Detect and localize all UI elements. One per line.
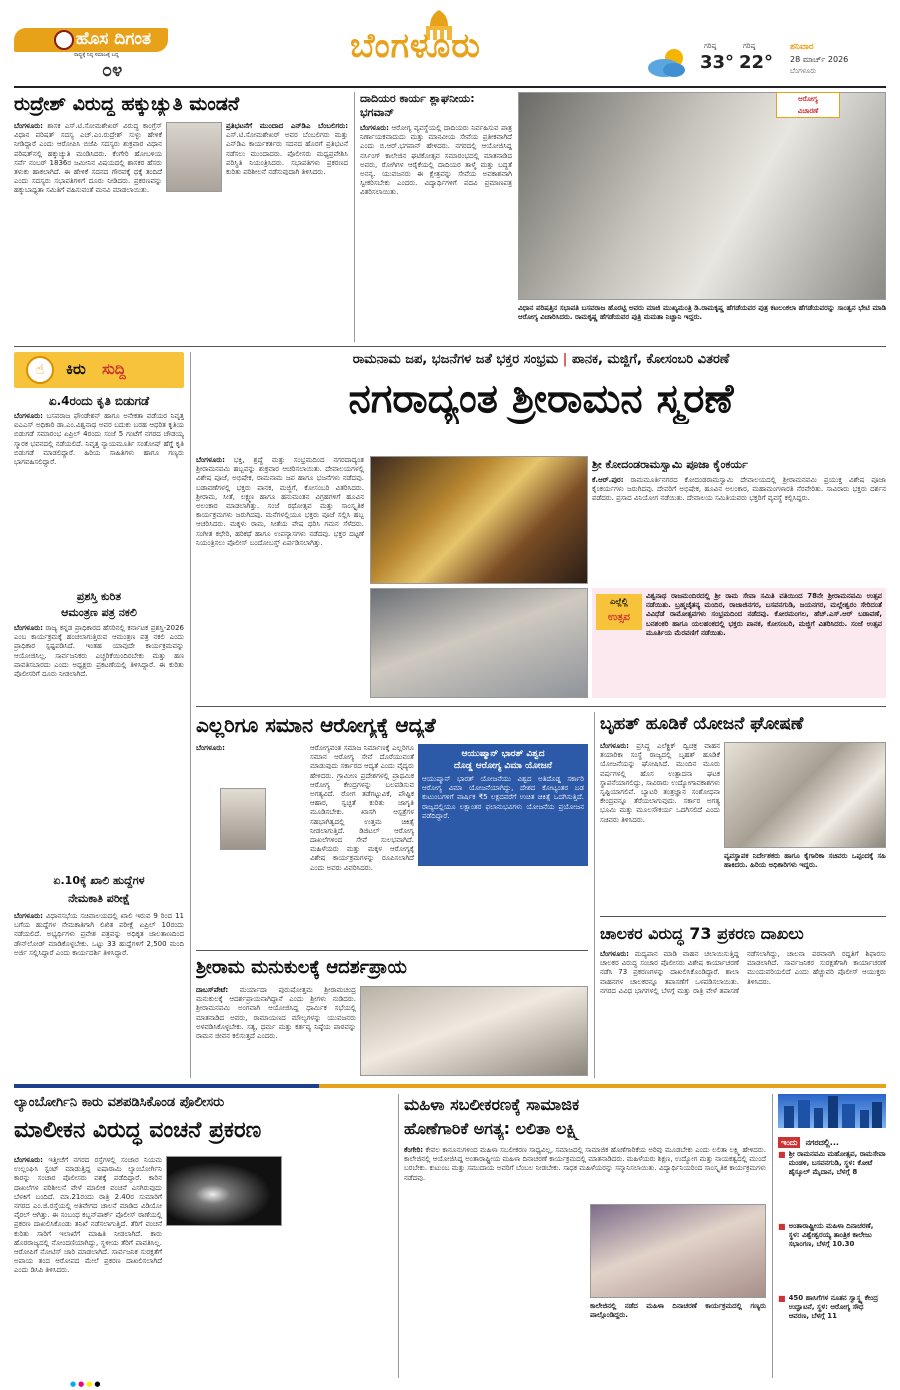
- main-story-dateline: ಬೆಂಗಳೂರು:: [196, 456, 225, 464]
- ayushman-box-body: ಆಯುಷ್ಮಾನ್ ಭಾರತ್ ಯೋಜನೆಯು ವಿಶ್ವದ ಅತಿದೊಡ್ಡ ಸರ್ಕಾರಿ ಆರೋಗ್ಯ ವಿಮಾ ಯೋಜನೆಯಾಗಿದ್ದು, ದೇಶದ ಕೋಟ್ಯಂತರ ಬಡ ಕುಟುಂಬಗಳಿಗೆ ವಾರ್ಷಿಕ ₹5 ಲಕ್ಷದವರೆಗೆ ಉಚಿತ ಚಿಕಿತ್ಸೆ ಒದಗಿಸುತ್ತಿದೆ. ರಾಜ್ಯದಲ್ಲಿಯೂ ಲಕ್ಷಾಂತರ ಫಲಾನುಭವಿಗಳು ಯೋಜನೆಯ ಪ್ರಯೋಜನ ಪಡೆದಿದ್ದಾರೆ.: [422, 775, 584, 820]
- story-nurses-kicker: ದಾದಿಯರ ಕಾರ್ಯ ಶ್ಲಾಘನೀಯ: ಭಗವಾನ್: [360, 92, 475, 119]
- hand-icon: ☝: [26, 356, 54, 384]
- drivers-story-headline: ಚಾಲಕರ ವಿರುದ್ಧ 73 ಪ್ರಕರಣ ದಾಖಲು: [600, 924, 804, 943]
- invest-story-headline: ಬೃಹತ್ ಹೂಡಿಕೆ ಯೋಜನೆ ಘೋಷಣೆ: [600, 714, 804, 734]
- utsava-body: ವಿಶ್ವನಾಥ ರಾಜಮಂದಿರದಲ್ಲಿ ಶ್ರೀ ರಾಮ ಸೇವಾ ಸಮಿತಿ ವತಿಯಿಂದ 78ನೇ ಶ್ರೀರಾಮನವಮಿ ಉತ್ಸವ ನಡೆಯಿತು. ಬ್ರಹ್ಮಚೈತನ್ಯ ಮಂದಿರ, ರಾಜಾಜಿನಗರ, ಬಸವನಗುಡಿ, ಜಯನಗರ, ಮಲ್ಲೇಶ್ವರಂ ಸೇರಿದಂತೆ ವಿವಿಧೆಡೆ ರಾಮೋತ್ಸವಗಳು ಸಂಭ್ರಮದಿಂದ ನಡೆದವು. ಕೋರಮಂಗಲ, ಹೆಚ್.ಎಸ್.ಆರ್ ಬಡಾವಣೆ, ಬನಶಂಕರಿ ಹಾಗೂ ಯಲಹಂಕದಲ್ಲಿ ಭಕ್ತರು ಪಾನಕ, ಕೋಸಂಬರಿ, ಮಜ್ಜಿಗೆ ವಿತರಿಸಿದರು. ಸಂಜೆ ಉತ್ಸವ ಮೂರ್ತಿಯ ಮೆರವಣಿಗೆ ನಡೆಯಿತು.: [646, 592, 882, 637]
- logo-block: [14, 24, 174, 82]
- story-rudresh-headline: ರುದ್ರೇಶ್ ವಿರುದ್ಧ ಹಕ್ಕುಚ್ಯುತಿ ಮಂಡನೆ: [14, 93, 240, 115]
- lambo-story-body: ಇತ್ತೀಚೆಗೆ ನಗರದ ರಸ್ತೆಗಳಲ್ಲಿ ಸಂಚಾರ ನಿಯಮ ಉಲ್ಲಂಘಿಸಿ ಸ್ಟಂಟ್ ಮಾಡುತ್ತಿದ್ದ ಐಷಾರಾಮಿ ಲ್ಯಾಂಬೋರ್ಗಿನಿ ಕಾರನ್ನು ಸಂಚಾರ ಪೊಲೀಸರು ವಶಕ್ಕೆ ಪಡೆದಿದ್ದಾರೆ. ಕಾರಿನ ದಾಖಲೆಗಳ ಪರಿಶೀಲನೆ ವೇಳೆ ಮಾಲೀಕ ವಂಚನೆ ಎಸಗಿರುವುದು ಬೆಳಕಿಗೆ ಬಂದಿದೆ. ಮಾ.21ರಂದು ರಾತ್ರಿ 2.40ರ ಸುಮಾರಿಗೆ ನಗರದ ಎಂ.ಜಿ.ರಸ್ತೆಯಲ್ಲಿ ಅತಿವೇಗದ ಚಾಲನೆ ಮಾಡಿದ ವಿಡಿಯೋ ವೈರಲ್ ಆಗಿತ್ತು. ಈ ಸಂಬಂಧ ಕಬ್ಬನ್‌ಪಾರ್ಕ್ ಪೊಲೀಸ್ ಠಾಣೆಯಲ್ಲಿ ಪ್ರಕರಣ ದಾಖಲಿಸಿಕೊಂಡು ತನಿಖೆ ನಡೆಸಲಾಗುತ್ತಿದೆ. ತೆರಿಗೆ ವಂಚನೆ ಕುರಿತು ಸಾರಿಗೆ ಇಲಾಖೆಗೆ ಮಾಹಿತಿ ನೀಡಲಾಗಿದೆ. ಕಾರು ಹೊರರಾಜ್ಯದಲ್ಲಿ ನೋಂದಣಿಯಾಗಿದ್ದು, ಸ್ಥಳೀಯ ತೆರಿಗೆ ಪಾವತಿಸಿಲ್ಲ. ಆರೋಪಿಗೆ ನೋಟಿಸ್ ಜಾರಿ ಮಾಡಲಾಗಿದೆ. ಸಾರ್ವಜನಿಕ ಸುರಕ್ಷತೆಗೆ ಅಪಾಯ ತಂದ ಆರೋಪದ ಮೇಲೆ ಪ್ರಕರಣ ದಾಖಲಿಸಲಾಗಿದೆ ಎಂದು ಡಿಸಿಪಿ ತಿಳಿಸಿದರು.: [14, 1156, 162, 1275]
- story-nurses-text: [360, 124, 512, 338]
- drivers-story-dateline: ಬೆಂಗಳೂರು:: [600, 950, 629, 958]
- main-story-caption-body: ರಾಮಮೂರ್ತಿನಗರದ ಕೋದಂಡರಾಮಸ್ವಾಮಿ ದೇವಾಲಯದಲ್ಲಿ ಶ್ರೀರಾಮನವಮಿ ಪ್ರಯುಕ್ತ ವಿಶೇಷ ಪೂಜಾ ಕೈಂಕರ್ಯಗಳು ಜರುಗಿದವು. ದೇವರಿಗೆ ಅಭಿಷೇಕ, ಹೂವಿನ ಅಲಂಕಾರ, ಮಹಾಮಂಗಳಾರತಿ ನೆರವೇರಿತು. ಸಾವಿರಾರು ಭಕ್ತರು ದರ್ಶನ ಪಡೆದರು. ಪ್ರಸಾದ ವಿನಿಯೋಗ ನಡೆಯಿತು. ದೇವಾಲಯ ಸಮಿತಿಯವರು ಭಕ್ತರಿಗೆ ವ್ಯವಸ್ಥೆ ಕಲ್ಪಿಸಿದ್ದರು.: [592, 476, 886, 503]
- date-city: ಬೆಂಗಳೂರು: [790, 67, 817, 75]
- kirusuddi-item2-text: [14, 624, 184, 820]
- list-item: [778, 1150, 886, 1214]
- date-text: 28 ಮಾರ್ಚ್ 2026: [790, 55, 849, 64]
- color-rule: [14, 1084, 886, 1088]
- women-story-caption: ಕಾಲೇಜಿನಲ್ಲಿ ನಡೆದ ಮಹಿಳಾ ದಿನಾಚರಣೆ ಕಾರ್ಯಕ್ರಮದಲ್ಲಿ ಗಣ್ಯರು ಪಾಲ್ಗೊಂಡಿದ್ದರು.: [590, 1302, 766, 1320]
- today-header: [778, 1130, 886, 1146]
- invest-story-text: [600, 742, 720, 910]
- kirusuddi-item2-body: ರಾಜ್ಯ ಕನ್ನಡ ಪ್ರಾಧಿಕಾರದ ಹೆಸರಿನಲ್ಲಿ ಕರ್ನಾಟಕ ಪ್ರಶಸ್ತಿ-2026 ಎಂಬ ಕಾರ್ಯಕ್ರಮಕ್ಕೆ ಹಂಚಲಾಗುತ್ತಿರುವ ಆಮಂತ್ರಣ ಪತ್ರ ನಕಲಿ ಎಂದು ಪ್ರಾಧಿಕಾರ ಸ್ಪಷ್ಟಪಡಿಸಿದೆ. ಇಂತಹ ಯಾವುದೇ ಕಾರ್ಯಕ್ರಮವನ್ನು ಆಯೋಜಿಸಿಲ್ಲ. ಸಾರ್ವಜನಿಕರು ಎಚ್ಚರಿಕೆಯಿಂದಿರಬೇಕು ಮತ್ತು ಹಣ ಪಾವತಿಸಬಾರದು ಎಂದು ಅಧ್ಯಕ್ಷರು ಪ್ರಕಟಣೆಯಲ್ಲಿ ತಿಳಿಸಿದ್ದಾರೆ. ಈ ಕುರಿತು ಪೊಲೀಸರಿಗೆ ದೂರು ನೀಡಲಾಗಿದೆ.: [14, 624, 184, 679]
- health-story-text: [196, 744, 306, 944]
- kirusuddi-item1-text: [14, 412, 184, 582]
- list-item: [778, 1294, 886, 1358]
- women-story: [404, 1094, 766, 1378]
- story-rudresh: [14, 92, 348, 342]
- masthead: [0, 0, 900, 88]
- main-story-kicker: [196, 352, 886, 367]
- today-sidebar: [778, 1094, 886, 1378]
- main-story-text: [196, 456, 364, 700]
- invest-story-dateline: ಬೆಂಗಳೂರು:: [600, 742, 629, 750]
- story-hospital-tag: [776, 92, 840, 118]
- section-title: ಬೆಂಗಳೂರು: [350, 26, 481, 66]
- weather-high-label: ಗರಿಷ್ಠ: [704, 42, 717, 50]
- main-story-body: ಭಕ್ತಿ, ಶ್ರದ್ಧೆ ಮತ್ತು ಸಂಭ್ರಮದಿಂದ ನಗರದಾದ್ಯಂತ ಶ್ರೀರಾಮನವಮಿ ಹಬ್ಬವನ್ನು ಶುಕ್ರವಾರ ಆಚರಿಸಲಾಯಿತು. ದೇವಾಲಯಗಳಲ್ಲಿ ವಿಶೇಷ ಪೂಜೆ, ಅಭಿಷೇಕ, ರಾಮನಾಮ ಜಪ ಹಾಗೂ ಭಜನೆಗಳು ನಡೆದವು. ಬಡಾವಣೆಗಳಲ್ಲಿ ಭಕ್ತರು ಪಾನಕ, ಮಜ್ಜಿಗೆ, ಕೋಸಂಬರಿ ವಿತರಿಸಿದರು. ಶ್ರೀರಾಮ, ಸೀತೆ, ಲಕ್ಷ್ಮಣ ಹಾಗೂ ಹನುಮಂತನ ವಿಗ್ರಹಗಳಿಗೆ ಹೂವಿನ ಅಲಂಕಾರ ಮಾಡಲಾಗಿತ್ತು. ಸಂಜೆ ರಥೋತ್ಸವ ಮತ್ತು ಸಾಂಸ್ಕೃತಿಕ ಕಾರ್ಯಕ್ರಮಗಳು ಜರುಗಿದವು. ಮನೆಗಳಲ್ಲಿಯೂ ಭಕ್ತರು ಪೂಜೆ ಸಲ್ಲಿಸಿ ಹಬ್ಬ ಆಚರಿಸಿದರು. ಮಕ್ಕಳು ರಾಮ, ಸೀತೆಯ ವೇಷ ಧರಿಸಿ ಗಮನ ಸೆಳೆದರು. ಸಂಗೀತ ಕಛೇರಿ, ಹರಿಕಥೆ ಹಾಗೂ ಉಪನ್ಯಾಸಗಳು ನಡೆದವು. ಭಕ್ತರ ದಟ್ಟಣೆ ನಿಯಂತ್ರಿಸಲು ಪೊಲೀಸ್ ಬಂದೋಬಸ್ತ್ ಏರ್ಪಡಿಸಲಾಗಿತ್ತು.: [196, 456, 364, 547]
- invest-story-caption: ವ್ಯವಸ್ಥಾಪಕ ನಿರ್ದೇಶಕರು ಹಾಗೂ ಕೈಗಾರಿಕಾ ಸಚಿವರು ಒಪ್ಪಂದಕ್ಕೆ ಸಹಿ ಹಾಕಿದರು. ಹಿರಿಯ ಅಧಿಕಾರಿಗಳು ಇದ್ದರು.: [724, 852, 886, 870]
- story-rudresh-col2: [226, 122, 348, 336]
- story-hospital-caption: ವಿಧಾನ ಪರಿಷತ್ತಿನ ಸಭಾಪತಿ ಬಸವರಾಜ ಹೊರಟ್ಟಿ ಅವರು ಮಾಜಿ ಮುಖ್ಯಮಂತ್ರಿ ಡಿ.ರಾಮಕೃಷ್ಣ ಹೆಗಡೆಯವರ ಪುತ್ರ ಕಟಲಂಕಲಾ ಹೆಗಡೆಯವರನ್ನು ಸಾಂತ್ವನ ಭೇಟಿ ಮಾಡಿ ಆರೋಗ್ಯ ವಿಚಾರಿಸಿದರು. ರಾಮಕೃಷ್ಣ ಹೆಗಡೆಯವರ ಪುತ್ರಿ ಮಮತಾ ನಿಚ್ಚಾನಿ ಇದ್ದರು.: [518, 304, 886, 322]
- utsava-tag-b: ಉತ್ಸವ: [608, 612, 630, 623]
- story-hospital-photo: [518, 92, 886, 300]
- kirusuddi-item2-dateline: ಬೆಂಗಳೂರು:: [14, 624, 43, 632]
- bullet-icon: ■: [778, 1294, 786, 1303]
- today-list: [778, 1150, 886, 1376]
- women-story-text: [404, 1146, 766, 1200]
- kirusuddi-label-b: ಸುದ್ದಿ: [102, 360, 126, 378]
- weather-cloud-icon: [644, 48, 690, 78]
- weather-low: 22°: [739, 52, 774, 73]
- divider: [772, 1094, 773, 1378]
- weather-high: 33°: [700, 52, 735, 73]
- main-story-caption-title: ಶ್ರೀ ಕೋದಂಡರಾಮಸ್ವಾಮಿ ಪೂಜಾ ಕೈಂಕರ್ಯ: [592, 458, 748, 471]
- kirusuddi-sidebar: [14, 352, 184, 1078]
- skyline-icon: [778, 1094, 886, 1128]
- invest-story-photo: [724, 742, 886, 848]
- lambo-story-headline: ಮಾಲೀಕನ ವಿರುದ್ಧ ವಂಚನೆ ಪ್ರಕರಣ: [14, 1118, 262, 1143]
- invest-story-body: ಪ್ರಸಿದ್ಧ ಎಲೆಕ್ಟ್ರಿಕ್ ದ್ವಿಚಕ್ರ ವಾಹನ ತಯಾರಿಕಾ ಸಂಸ್ಥೆ ರಾಜ್ಯದಲ್ಲಿ ಬೃಹತ್ ಹೂಡಿಕೆ ಯೋಜನೆಯನ್ನು ಘೋಷಿಸಿದೆ. ಮುಂದಿನ ಮೂರು ವರ್ಷಗಳಲ್ಲಿ ಹೊಸ ಉತ್ಪಾದನಾ ಘಟಕ ಸ್ಥಾಪನೆಯಾಗಲಿದ್ದು, ಸಾವಿರಾರು ಉದ್ಯೋಗಾವಕಾಶಗಳು ಸೃಷ್ಟಿಯಾಗಲಿವೆ. ಬ್ಯಾಟರಿ ತಂತ್ರಜ್ಞಾನ ಸಂಶೋಧನಾ ಕೇಂದ್ರವನ್ನೂ ತೆರೆಯಲಾಗುವುದು. ಸರ್ಕಾರ ಅಗತ್ಯ ಭೂಮಿ ಮತ್ತು ಮೂಲಸೌಕರ್ಯ ಒದಗಿಸಲಿದೆ ಎಂದು ಸಚಿವರು ತಿಳಿಸಿದರು.: [600, 742, 720, 824]
- today-label-b: ನಗರದಲ್ಲಿ...: [805, 1138, 839, 1147]
- women-story-dateline: ಕೆಂಗೇರಿ:: [404, 1146, 424, 1154]
- story-rudresh-body2: ಎಸ್.ಟಿ.ಸೋಮಶೇಖರ್ ಅವರ ಬೆಂಬಲಿಗರು ಮತ್ತು ಎನ್‌ಡಿಎ ಕಾರ್ಯಕರ್ತರು ಸದನದ ಹೊರಗೆ ಪ್ರತಿಭಟನೆ ನಡೆಸಲು ಮುಂದಾದರು. ಪೊಲೀಸರು ಮಧ್ಯಪ್ರವೇಶಿಸಿ ಪರಿಸ್ಥಿತಿ ನಿಯಂತ್ರಿಸಿದರು. ಸಭಾಪತಿಗಳು ಪ್ರಕರಣದ ಕುರಿತು ಪರಿಶೀಲನೆ ನಡೆಸುವುದಾಗಿ ತಿಳಿಸಿದರು.: [226, 131, 348, 177]
- divider: [196, 706, 886, 707]
- rama-story-body: ಮರ್ಯಾದಾ ಪುರುಷೋತ್ತಮ ಶ್ರೀರಾಮಚಂದ್ರ ಮನುಕುಲಕ್ಕೆ ಆದರ್ಶಪ್ರಾಯನಾಗಿದ್ದಾನೆ ಎಂದು ಶ್ರೀಗಳು ನುಡಿದರು. ಶ್ರೀರಾಮನವಮಿ ಅಂಗವಾಗಿ ಆಯೋಜಿಸಿದ್ದ ಧಾರ್ಮಿಕ ಸಭೆಯಲ್ಲಿ ಮಾತನಾಡಿದ ಅವರು, ರಾಮಾಯಣದ ಮೌಲ್ಯಗಳನ್ನು ಯುವಜನರು ಅಳವಡಿಸಿಕೊಳ್ಳಬೇಕು. ಸತ್ಯ, ಧರ್ಮ ಮತ್ತು ಕರ್ತವ್ಯ ನಿಷ್ಠೆಯ ಪಾಠವನ್ನು ರಾಮನ ಜೀವನ ಕಲಿಸುತ್ತದೆ ಎಂದರು.: [196, 986, 356, 1041]
- list-item: [778, 1222, 886, 1286]
- women-story-headline: ಹೊಣೆಗಾರಿಕೆ ಅಗತ್ಯ: ಲಲಿತಾ ಲಕ್ಷ್ಮಿ: [404, 1119, 580, 1138]
- weather-low-label: ಗರಿಷ್ಠ: [743, 42, 756, 50]
- story-hospital-tag-line2: ವಿಚಾರಣೆ: [797, 107, 819, 115]
- story-nurses-dateline: ಬೆಂಗಳೂರು:: [360, 124, 389, 132]
- ayushman-box: [418, 744, 588, 866]
- drivers-story-text: [600, 950, 886, 1076]
- women-story-photo: [590, 1204, 766, 1298]
- bullet-icon: ■: [778, 1150, 786, 1159]
- main-story-kicker-a: ರಾಮನಾಮ ಜಪ, ಭಜನೆಗಳ ಜತೆ ಭಕ್ತರ ಸಂಭ್ರಮ: [352, 352, 559, 367]
- divider: [196, 950, 588, 951]
- rama-story: [196, 950, 588, 1078]
- kirusuddi-item1-title: ಏ.4ರಂದು ಕೃತಿ ಬಿಡುಗಡೆ: [48, 394, 150, 408]
- page-number: ೦೪: [102, 60, 123, 81]
- utsava-tag: [596, 594, 642, 630]
- women-story-text-cont: [404, 1204, 586, 1376]
- story-rudresh-photo: [166, 122, 222, 192]
- main-story-photo-temple: [370, 456, 588, 584]
- divider: [354, 92, 355, 342]
- rama-story-text: [196, 986, 356, 1076]
- health-story-body: ಆರೋಗ್ಯವಂತ ಸಮಾಜ ನಿರ್ಮಾಣಕ್ಕೆ ಎಲ್ಲರಿಗೂ ಸಮಾನ ಆರೋಗ್ಯ ಸೇವೆ ದೊರೆಯುವಂತೆ ಮಾಡುವುದು ಸರ್ಕಾರದ ಆದ್ಯತೆ ಎಂದು ವೈದ್ಯರು ಹೇಳಿದರು. ಗ್ರಾಮೀಣ ಪ್ರದೇಶಗಳಲ್ಲಿ ಪ್ರಾಥಮಿಕ ಆರೋಗ್ಯ ಕೇಂದ್ರಗಳನ್ನು ಬಲಪಡಿಸುವ ಅಗತ್ಯವಿದೆ. ರೋಗ ತಡೆಗಟ್ಟುವಿಕೆ, ಪೌಷ್ಟಿಕ ಆಹಾರ, ಸ್ವಚ್ಛತೆ ಕುರಿತು ಜಾಗೃತಿ ಮೂಡಿಸಬೇಕು. ಖಾಸಗಿ ಆಸ್ಪತ್ರೆಗಳ ಸಹಭಾಗಿತ್ವದಲ್ಲಿ ಉತ್ತಮ ಚಿಕಿತ್ಸೆ ನೀಡಲಾಗುತ್ತಿದೆ. ಡಿಜಿಟಲ್ ಆರೋಗ್ಯ ದಾಖಲೆಗಳಿಂದ ಸೇವೆ ಸುಲಭವಾಗಿದೆ. ಮಹಿಳೆಯರು ಮತ್ತು ಮಕ್ಕಳ ಆರೋಗ್ಯಕ್ಕೆ ವಿಶೇಷ ಕಾರ್ಯಕ್ರಮಗಳನ್ನು ರೂಪಿಸಲಾಗಿದೆ ಎಂದು ಅವರು ವಿವರಿಸಿದರು.: [310, 744, 414, 872]
- kirusuddi-item3-dateline: ಬೆಂಗಳೂರು:: [14, 912, 43, 920]
- main-story-kicker-b: ಪಾನಕ, ಮಜ್ಜಿಗೆ, ಕೋಸಂಬರಿ ವಿತರಣೆ: [571, 352, 730, 367]
- today-item-3: 450 ಹಾಸಿಗೆಗಳ ನೂತನ ಸ್ವಾಸ್ಥ್ಯ ಕೇಂದ್ರ ಉದ್ಘಾಟನೆ, ಸ್ಥಳ: ಆರೋಗ್ಯ ಸೌಧ ಆವರಣ, ಬೆಳಗ್ಗೆ 11: [788, 1294, 879, 1321]
- story-rudresh-subhead: ಪ್ರತಿಭಟನೆಗೆ ಮುಂದಾದ ಎನ್‌ಡಿಎ ಬೆಂಬಲಿಗರು:: [226, 122, 348, 130]
- lambo-story-kicker: ಲ್ಯಾಂಬೋರ್ಗಿನಿ ಕಾರು ವಶಪಡಿಸಿಕೊಂಡ ಪೊಲೀಸರು: [14, 1095, 225, 1110]
- story-nurses-body: ಆರೋಗ್ಯ ವ್ಯವಸ್ಥೆಯಲ್ಲಿ ದಾದಿಯರು ನಿರ್ವಹಿಸುವ ಪಾತ್ರ ನಿರ್ಣಾಯಕವಾದುದು ಮತ್ತು ಮಾನವೀಯ ಸೇವೆಯ ಪ್ರತೀಕವಾಗಿದೆ ಎಂದು ಬಿ.ಆರ್.ಭಗವಾನ್ ಹೇಳಿದರು. ನಗರದಲ್ಲಿ ಆಯೋಜಿಸಿದ್ದ ನರ್ಸಿಂಗ್ ಕಾಲೇಜಿನ ಘಟಿಕೋತ್ಸವ ಸಮಾರಂಭದಲ್ಲಿ ಮಾತನಾಡಿದ ಅವರು, ರೋಗಿಗಳ ಆರೈಕೆಯಲ್ಲಿ ದಾದಿಯರ ತಾಳ್ಮೆ ಮತ್ತು ಬದ್ಧತೆ ಅನನ್ಯ. ಯುವಜನರು ಈ ಕ್ಷೇತ್ರವನ್ನು ಸೇವೆಯ ಅವಕಾಶವಾಗಿ ಸ್ವೀಕರಿಸಬೇಕು ಎಂದರು. ವಿದ್ಯಾರ್ಥಿಗಳಿಗೆ ಪದವಿ ಪ್ರಮಾಣಪತ್ರ ವಿತರಿಸಲಾಯಿತು.: [360, 124, 512, 197]
- story-hospital-tag-line1: ಆರೋಗ್ಯ: [798, 95, 818, 103]
- story-rudresh-dateline: ಬೆಂಗಳೂರು:: [14, 122, 43, 130]
- logo-emblem-icon: [54, 30, 74, 50]
- women-story-kicker: ಮಹಿಳಾ ಸಬಲೀಕರಣಕ್ಕೆ ಸಾಮಾಜಿಕ: [404, 1095, 580, 1114]
- date-day: ಶನಿವಾರ: [790, 42, 814, 52]
- drivers-story-body: ಮದ್ಯಪಾನ ಮಾಡಿ ವಾಹನ ಚಲಾಯಿಸುತ್ತಿದ್ದ ಚಾಲಕರ ವಿರುದ್ಧ ಸಂಚಾರ ಪೊಲೀಸರು ವಿಶೇಷ ಕಾರ್ಯಾಚರಣೆ ನಡೆಸಿ 73 ಪ್ರಕರಣಗಳನ್ನು ದಾಖಲಿಸಿಕೊಂಡಿದ್ದಾರೆ. ಶಾಲಾ ವಾಹನಗಳ ಚಾಲಕರನ್ನೂ ತಪಾಸಣೆಗೆ ಒಳಪಡಿಸಲಾಯಿತು. ನಗರದ ವಿವಿಧ ಭಾಗಗಳಲ್ಲಿ ಬೆಳಗ್ಗೆ ಮತ್ತು ರಾತ್ರಿ ವೇಳೆ ತಪಾಸಣೆ ನಡೆಸಲಾಗಿದ್ದು, ಚಾಲನಾ ಪರವಾನಗಿ ರದ್ದತಿಗೆ ಶಿಫಾರಸು ಮಾಡಲಾಗಿದೆ. ಸಾರ್ವಜನಿಕರ ಸುರಕ್ಷತೆಗಾಗಿ ಕಾರ್ಯಾಚರಣೆ ಮುಂದುವರಿಯಲಿದೆ ಎಂದು ಹೆಚ್ಚುವರಿ ಪೊಲೀಸ್ ಆಯುಕ್ತರು ತಿಳಿಸಿದರು.: [600, 950, 886, 995]
- registration-marks: ●●●●: [70, 1380, 103, 1388]
- lambo-story: [14, 1094, 392, 1378]
- ayushman-box-title-b: ದೊಡ್ಡ ಆರೋಗ್ಯ ವಿಮಾ ಯೋಜನೆ: [453, 761, 553, 771]
- kirusuddi-item3-title-b: ನೇಮಕಾತಿ ಪರೀಕ್ಷೆ: [68, 892, 130, 905]
- divider: [600, 916, 886, 917]
- main-story-photo-crowd: [370, 588, 588, 698]
- story-rudresh-col1: [14, 122, 162, 336]
- masthead-rule: [14, 86, 886, 88]
- rama-story-dateline: ದಾಬಸ್‌ಪೇಟೆ:: [196, 986, 229, 994]
- invest-story: [600, 712, 886, 912]
- kirusuddi-header: [14, 352, 184, 388]
- bullet-icon: ■: [778, 1222, 786, 1231]
- main-story-kicker-sep: |: [562, 352, 568, 367]
- women-story-body: ಕೇವಲ ಕಾನೂನುಗಳಿಂದ ಮಹಿಳಾ ಸಬಲೀಕರಣ ಸಾಧ್ಯವಿಲ್ಲ, ಸಮಾಜದಲ್ಲಿ ಸಾಮಾಜಿಕ ಹೊಣೆಗಾರಿಕೆಯ ಅರಿವು ಮೂಡಬೇಕು ಎಂದು ಲಲಿತಾ ಲಕ್ಷ್ಮಿ ಹೇಳಿದರು. ಕಾಲೇಜಿನಲ್ಲಿ ಆಯೋಜಿಸಿದ್ದ ಅಂತಾರಾಷ್ಟ್ರೀಯ ಮಹಿಳಾ ದಿನಾಚರಣೆ ಕಾರ್ಯಕ್ರಮದಲ್ಲಿ ಮಾತನಾಡಿದರು. ಮಹಿಳೆಯರು ಶಿಕ್ಷಣ, ಉದ್ಯೋಗ ಮತ್ತು ನಾಯಕತ್ವದಲ್ಲಿ ಮುಂದೆ ಬರಬೇಕು. ಕುಟುಂಬ ಮತ್ತು ಸಮುದಾಯ ಅವರಿಗೆ ಬೆಂಬಲ ನೀಡಬೇಕು. ಸಾಧಕ ಮಹಿಳೆಯರನ್ನು ಸನ್ಮಾನಿಸಲಾಯಿತು. ವಿದ್ಯಾರ್ಥಿನಿಯರಿಂದ ಸಾಂಸ್ಕೃತಿಕ ಕಾರ್ಯಕ್ರಮಗಳು ನಡೆದವು.: [404, 1146, 766, 1182]
- kirusuddi-item2-title-a: ಪ್ರಶಸ್ತಿ ಕುರಿತ: [76, 590, 122, 603]
- main-story-headline: ನಗರಾದ್ಯಂತ ಶ್ರೀರಾಮನ ಸ್ಮರಣೆ: [348, 376, 734, 422]
- kirusuddi-item1-body: ಬಸವರಾಜ ಫೌಂಡೇಶನ್ ಹಾಗೂ ಅನೇಕತಾ ವಡೆಯರ ನಿವೃತ್ತ ಐಎಎಸ್ ಅಧಿಕಾರಿ ಡಾ.ಎಂ.ವಿಶ್ವನಾಥ ಅವರ ಬದುಕು ಬರಹ ಆಧರಿತ ಕೃತಿಯ ಬಿಡುಗಡೆ ಸಮಾರಂಭ ಏಪ್ರಿಲ್ 4ರಂದು ಸಂಜೆ 5 ಗಂಟೆಗೆ ನಗರದ ಚೌಡಯ್ಯ ಸ್ಮಾರಕ ಭವನದಲ್ಲಿ ನಡೆಯಲಿದೆ. ನಿವೃತ್ತ ನ್ಯಾಯಮೂರ್ತಿ ಸಂತೋಷ್ ಹೆಗ್ಡೆ ಕೃತಿ ಬಿಡುಗಡೆ ಮಾಡಲಿದ್ದಾರೆ. ಹಿರಿಯ ಸಾಹಿತಿಗಳು ಹಾಗೂ ಗಣ್ಯರು ಭಾಗವಹಿಸಲಿದ್ದಾರೆ.: [14, 412, 184, 467]
- story-hospital-visit: [518, 92, 886, 342]
- kirusuddi-item2-title-b: ಆಮಂತ್ರಣ ಪತ್ರ ನಕಲಿ: [61, 606, 137, 619]
- utsava-box: [592, 588, 886, 698]
- lambo-story-photo: [166, 1156, 282, 1226]
- today-label-a: ಇಂದು: [778, 1137, 800, 1148]
- health-story: [196, 712, 588, 944]
- lambo-story-dateline: ಬೆಂಗಳೂರು:: [14, 1156, 43, 1164]
- story-nurses: [360, 92, 512, 342]
- main-story-caption-dateline: ಕೆ.ಆರ್.ಪುರ:: [592, 476, 624, 484]
- lambo-story-text-cont: [166, 1230, 392, 1376]
- kirusuddi-item3-title-a: ಏ.10ಕ್ಕೆ ಖಾಲಿ ಹುದ್ದೆಗಳ: [53, 874, 145, 887]
- kirusuddi-item3-text: [14, 912, 184, 1076]
- kirusuddi-item3-body: ವಿಧಾನಸಭೆಯ ಸಚಿವಾಲಯದಲ್ಲಿ ಖಾಲಿ ಇರುವ 9 ರಿಂದ 11 ಬಗೆಯ ಹುದ್ದೆಗಳ ನೇಮಕಾತಿಗಾಗಿ ಲಿಖಿತ ಪರೀಕ್ಷೆ ಏಪ್ರಿಲ್ 10ರಂದು ನಡೆಯಲಿದೆ. ಅಭ್ಯರ್ಥಿಗಳು ಪ್ರವೇಶ ಪತ್ರವನ್ನು ಅಧಿಕೃತ ಜಾಲತಾಣದಿಂದ ಡೌನ್‌ಲೋಡ್ ಮಾಡಿಕೊಳ್ಳಬೇಕು. ಒಟ್ಟು 33 ಹುದ್ದೆಗಳಿಗೆ 2,500 ಮಂದಿ ಅರ್ಜಿ ಸಲ್ಲಿಸಿದ್ದಾರೆ ಎಂದು ಕಾರ್ಯದರ್ಶಿ ತಿಳಿಸಿದ್ದಾರೆ.: [14, 912, 184, 957]
- today-item-2: ಅಂತಾರಾಷ್ಟ್ರೀಯ ಮಹಿಳಾ ದಿನಾಚರಣೆ, ಸ್ಥಳ: ವಿಶ್ವೇಶ್ವರಯ್ಯ ತಾಂತ್ರಿಕ ಕಾಲೇಜು ಸಭಾಂಗಣ, ಬೆಳಗ್ಗೆ 10.30: [788, 1222, 874, 1249]
- main-story: [196, 352, 886, 702]
- kirusuddi-item1-dateline: ಬೆಂಗಳೂರು:: [14, 412, 43, 420]
- divider: [398, 1094, 399, 1378]
- drivers-story: [600, 922, 886, 1078]
- divider: [594, 712, 595, 1078]
- health-story-headline: ಎಲ್ಲರಿಗೂ ಸಮಾನ ಆರೋಗ್ಯಕ್ಕೆ ಆದ್ಯತೆ: [196, 713, 436, 737]
- ayushman-box-title-a: ಆಯುಷ್ಮಾನ್ ಭಾರತ್ ವಿಶ್ವದ: [461, 749, 545, 759]
- logo-tagline: ರಾಷ್ಟ್ರಕ್ಕೆ ನಿಷ್ಠ ಸಮಾಜಕ್ಕೆ ಬದ್ಧ: [74, 52, 119, 58]
- today-item-1: ಶ್ರೀ ರಾಮನವಮಿ ಮಹೋತ್ಸವ, ರಾಮಸೇವಾ ಮಂಡಳಿ, ಬಸವನಗುಡಿ, ಸ್ಥಳ: ಕೋಟೆ ಹೈಸ್ಕೂಲ್ ಮೈದಾನ, ಬೆಳಗ್ಗೆ 8: [788, 1150, 886, 1177]
- utsava-tag-a: ಎಲ್ಲೆಲ್ಲಿ: [610, 597, 628, 606]
- kirusuddi-label-a: ಕಿರು: [66, 360, 86, 378]
- rama-story-photo: [360, 986, 588, 1076]
- health-story-dateline: ಬೆಂಗಳೂರು:: [196, 744, 225, 752]
- divider: [190, 352, 191, 1078]
- main-story-caption-text: [592, 476, 886, 582]
- lambo-story-text: [14, 1156, 162, 1376]
- rama-story-headline: ಶ್ರೀರಾಮ ಮನುಕುಲಕ್ಕೆ ಆದರ್ಶಪ್ರಾಯ: [196, 957, 407, 978]
- health-story-body-cont: [418, 870, 588, 942]
- story-rudresh-body: ಶಾಸಕ ಎಸ್.ಟಿ.ಸೋಮಶೇಖರ್ ವಿರುದ್ಧ ಕಾಂಗ್ರೆಸ್ ವಿಧಾನ ಪರಿಷತ್ ಸದಸ್ಯ ಎಚ್.ಎಂ.ರುದ್ರೇಶ್ ಸುಳ್ಳು ಹೇಳಿಕೆ ನೀಡಿದ್ದಾರೆ ಎಂದು ಆರೋಪಿಸಿ ಬಿಜೆಪಿ ಸದಸ್ಯರು ಶುಕ್ರವಾರ ವಿಧಾನ ಪರಿಷತ್‌ನಲ್ಲಿ ಹಕ್ಕುಚ್ಯುತಿ ಮಂಡಿಸಿದರು. ಕೆಂಗೇರಿ ಹೋಬಳಿಯ ಸರ್ವೆ ನಂಬರ್ 1836ರ ಜಮೀನಿನ ವಿಷಯದಲ್ಲಿ ಶಾಸಕರ ಹೆಸರು ತಳುಕು ಹಾಕಲಾಗಿದೆ. ಈ ಹೇಳಿಕೆ ಸದನದ ಗೌರವಕ್ಕೆ ಧಕ್ಕೆ ತಂದಿದೆ ಎಂದು ಸದಸ್ಯರು ಸಭಾಪತಿಗಳಿಗೆ ದೂರು ನೀಡಿದರು. ಪ್ರಕರಣವನ್ನು ಹಕ್ಕುಬಾಧ್ಯತಾ ಸಮಿತಿಗೆ ವಹಿಸುವಂತೆ ಮನವಿ ಮಾಡಲಾಯಿತು.: [14, 122, 162, 195]
- logo-text: ಹೊಸ ದಿಗಂತ: [76, 29, 151, 49]
- divider: [14, 346, 886, 347]
